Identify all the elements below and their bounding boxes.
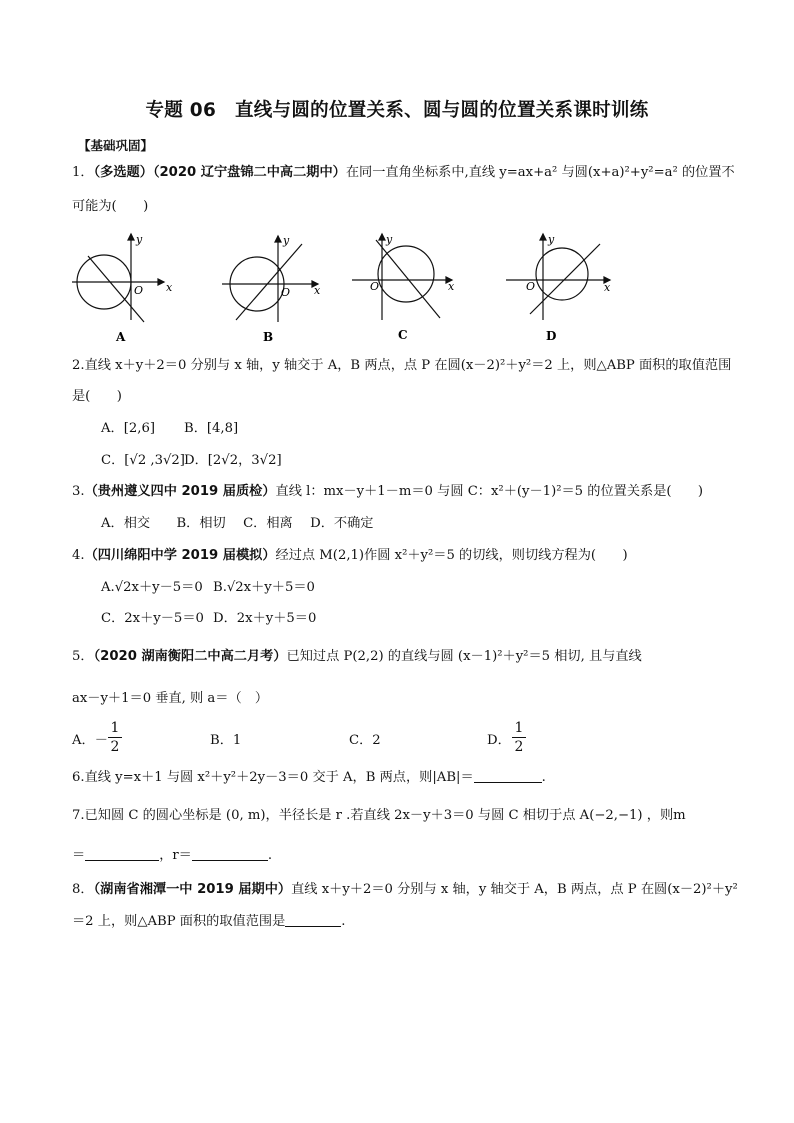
question-1-figures	[0, 228, 794, 348]
question-5-line-2: ax－y＋1＝0 垂直, 则 a＝（ ）	[72, 691, 269, 706]
question-8-end: .	[341, 914, 346, 929]
question-7-line-2	[72, 846, 272, 866]
question-6-line	[72, 768, 546, 788]
question-5-option-a-denominator: 2	[110, 739, 120, 755]
figure-a-x-label: x	[166, 281, 173, 294]
question-5-number: 5．	[72, 649, 94, 664]
figure-b-y-label: y	[283, 234, 290, 247]
question-4-option-b: B.√2x＋y＋5＝0	[213, 580, 315, 595]
question-4-text: 经过点 M(2,1)作圆 x²＋y²＝5 的切线，则切线方程为( )	[275, 548, 628, 563]
figure-c-y-arrow	[379, 234, 385, 240]
question-5-option-d: D．	[487, 733, 511, 748]
figure-d-circle	[536, 248, 588, 300]
question-5-line-1	[72, 647, 642, 667]
question-4-line	[72, 546, 628, 566]
fraction-bar	[512, 737, 526, 738]
question-8-line-2	[72, 912, 345, 932]
question-7-end: .	[267, 848, 273, 863]
question-8-tag: （湖南省湘潭一中 2019 届期中）	[93, 882, 292, 897]
figure-d-y-arrow	[540, 234, 546, 240]
question-7-m-equals: ＝	[72, 848, 86, 863]
question-1-line-1	[72, 163, 735, 183]
question-5-option-a: A．－	[72, 733, 108, 748]
question-1-number: 1．	[72, 165, 94, 180]
fraction-bar	[108, 737, 122, 738]
question-1-text: 在同一直角坐标系中,直线 y=ax+a² 与圆(x+a)²+y²=a² 的位置不	[345, 165, 735, 180]
question-3-line	[72, 482, 703, 502]
question-4-number: 4.	[72, 548, 85, 563]
question-6-end: .	[541, 770, 546, 785]
question-3-number: 3.	[72, 484, 85, 499]
figure-b-y-arrow	[275, 236, 281, 242]
figure-c-y-label: y	[386, 233, 393, 246]
question-3-text: 直线 l：mx－y＋1－m＝0 与圆 C：x²＋(y－1)²＝5 的位置关系是( )	[275, 484, 704, 499]
question-2-option-c: C．[√2 ,3√2]	[101, 453, 185, 468]
figure-c-x-label: x	[448, 280, 455, 293]
question-5-option-c: C．2	[349, 733, 381, 748]
figure-a-origin: O	[134, 284, 144, 297]
question-5-option-a-fraction	[108, 720, 122, 755]
section-heading: 【基础巩固】	[78, 138, 154, 153]
page-title: 专题 06 直线与圆的位置关系、圆与圆的位置关系课时训练	[145, 100, 649, 121]
question-8-answer-blank[interactable]	[285, 912, 341, 927]
figure-a-x-arrow	[158, 279, 164, 285]
figure-a-y-label: y	[136, 233, 143, 246]
question-5-tag: （2020 湖南衡阳二中高二月考）	[93, 649, 287, 664]
question-3-tag: （贵州遵义四中 2019 届质检）	[84, 484, 276, 499]
question-6-answer-blank[interactable]	[474, 768, 542, 783]
question-4-option-d: D．2x＋y＋5＝0	[213, 611, 317, 626]
figure-b-label: B	[263, 330, 274, 344]
question-7-r-equals: ，r＝	[159, 848, 192, 863]
figure-b-origin: O	[281, 286, 291, 299]
figure-d-label: D	[546, 329, 557, 343]
question-5-text: 已知过点 P(2,2) 的直线与圆 (x－1)²＋y²＝5 相切, 且与直线	[286, 649, 642, 664]
question-1-tag: （多选题）（2020 辽宁盘锦二中高二期中）	[93, 165, 346, 180]
question-2-line-2: 是( )	[72, 389, 122, 404]
figure-c-circle	[378, 246, 434, 302]
question-5-option-a-numerator: 1	[110, 720, 120, 736]
question-4-option-a: A.√2x＋y－5＝0	[101, 580, 203, 595]
question-8-line-1	[72, 880, 738, 900]
question-8-text: 直线 x＋y＋2＝0 分别与 x 轴，y 轴交于 A，B 两点，点 P 在圆(x－2)²＋y²	[291, 882, 738, 897]
question-5-option-b: B．1	[210, 733, 242, 748]
question-7-r-answer-blank[interactable]	[192, 846, 268, 861]
question-4-option-c: C．2x＋y－5＝0	[101, 611, 204, 626]
figure-a	[72, 234, 164, 322]
question-5-option-d-fraction	[512, 720, 526, 755]
question-4-tag: （四川绵阳中学 2019 届模拟）	[84, 548, 276, 563]
figure-a-label: A	[116, 330, 126, 344]
figure-d-origin: O	[526, 280, 536, 293]
question-5-option-d-denominator: 2	[514, 739, 524, 755]
question-2-line-1: 2.直线 x＋y＋2＝0 分别与 x 轴，y 轴交于 A，B 两点，点 P 在圆(x－2)²＋y²＝2 上，则△ABP 面积的取值范围	[72, 358, 732, 373]
question-8-number: 8．	[72, 882, 94, 897]
question-1-line-2: 可能为( )	[72, 199, 149, 214]
question-2-option-d: D．[2√2，3√2]	[184, 453, 282, 468]
figure-a-y-arrow	[128, 234, 134, 240]
question-3-options: A．相交 B．相切 C．相离 D．不确定	[101, 516, 374, 531]
figure-c	[352, 234, 452, 320]
question-2-option-b: B．[4,8]	[184, 421, 239, 436]
question-8-text-2: ＝2 上，则△ABP 面积的取值范围是	[72, 914, 286, 929]
figure-c-line	[376, 240, 440, 318]
figure-c-label: C	[398, 328, 408, 342]
question-2-option-a: A．[2,6]	[101, 421, 155, 436]
question-5-option-d-numerator: 1	[514, 720, 524, 736]
figure-c-origin: O	[370, 280, 380, 293]
question-7-line-1: 7.已知圆 C 的圆心坐标是 (0, m)，半径长是 r .若直线 2x－y＋3＝0 与圆 C 相切于点 A(−2,−1) ，则m	[72, 808, 686, 823]
figure-d-x-label: x	[604, 281, 611, 294]
question-6-text: 6.直线 y=x＋1 与圆 x²＋y²＋2y－3＝0 交于 A，B 两点，则|AB|＝	[72, 770, 474, 785]
figure-b-x-label: x	[314, 284, 321, 297]
figure-b	[222, 236, 318, 322]
question-7-m-answer-blank[interactable]	[85, 846, 159, 861]
figure-d	[506, 234, 610, 320]
figure-d-line	[530, 244, 600, 314]
figure-d-y-label: y	[548, 233, 555, 246]
